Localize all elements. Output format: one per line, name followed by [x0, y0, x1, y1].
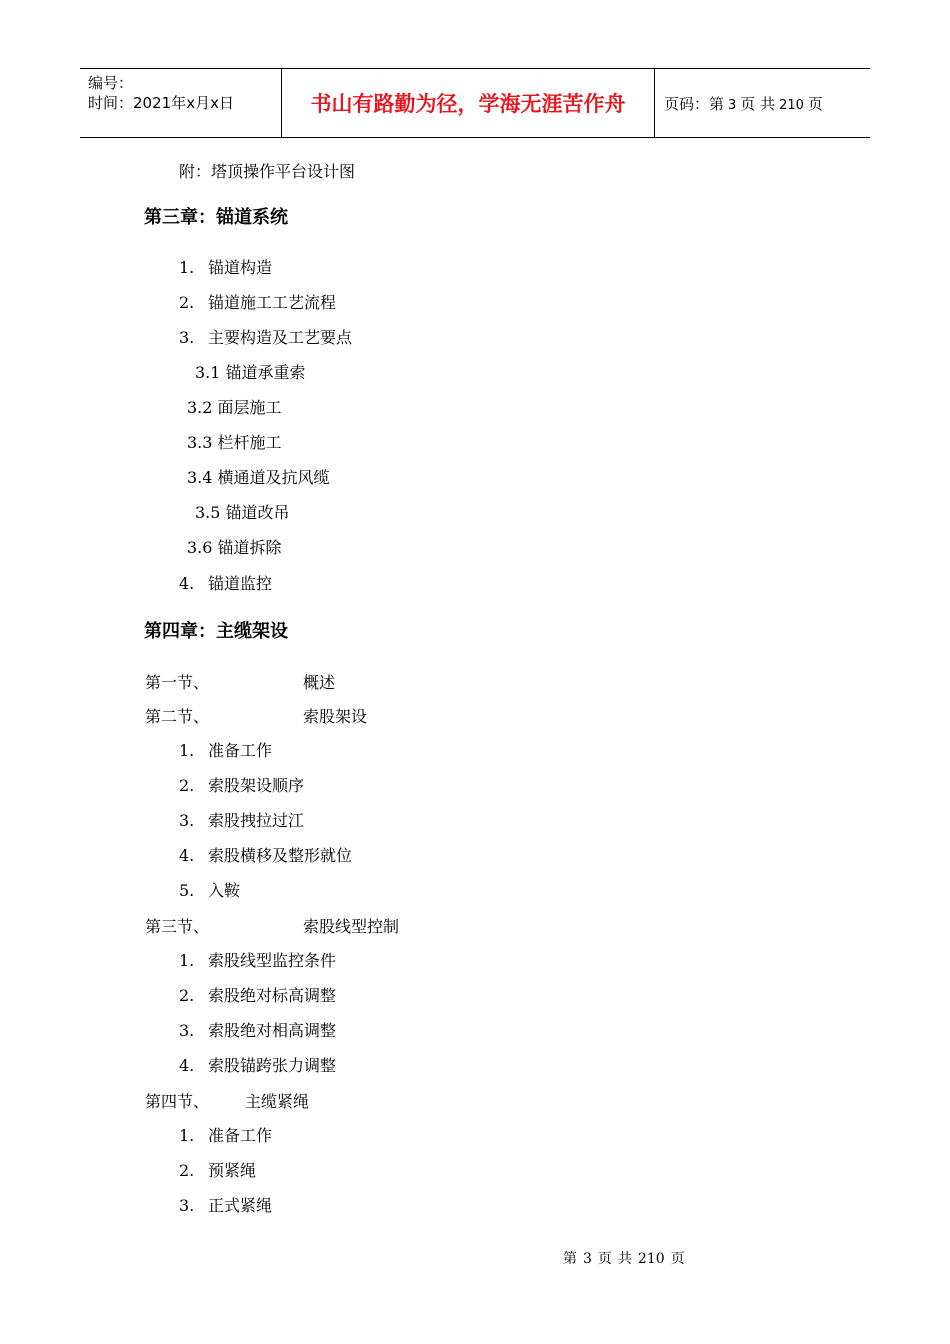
list-item: 2. 预紧绳: [179, 1161, 257, 1180]
chapter-4-title: 第四章：主缆架设: [144, 621, 288, 642]
time-value: 2021年x月x日: [133, 94, 234, 112]
section-title: 概述: [303, 673, 336, 692]
header-divider-2: [654, 69, 655, 137]
section-title: 索股架设: [303, 707, 368, 726]
page-total: 210: [779, 98, 804, 113]
list-item: 2. 索股架设顺序: [179, 776, 305, 795]
section-label: 第二节、: [145, 707, 210, 726]
time-line: [88, 93, 234, 113]
header-page-info: [664, 93, 823, 114]
time-label: 时间：: [88, 94, 134, 112]
list-item: 3. 正式紧绳: [179, 1196, 273, 1215]
list-item: 1. 锚道构造: [179, 258, 273, 277]
list-item: 1. 准备工作: [179, 741, 273, 760]
sub-item: 3.4 横通道及抗风缆: [187, 468, 330, 487]
list-item: 1. 准备工作: [179, 1126, 273, 1145]
list-item: 1. 索股线型监控条件: [179, 951, 337, 970]
list-item: 5. 入鞍: [179, 881, 241, 900]
section-label: 第四节、: [145, 1092, 210, 1111]
page-footer: 第 3 页 共 210 页: [563, 1251, 685, 1267]
header-motto: 书山有路勤为径，学海无涯苦作舟: [310, 92, 626, 116]
list-item: 2. 锚道施工工艺流程: [179, 293, 337, 312]
list-item: 4. 索股横移及整形就位: [179, 846, 353, 865]
list-item: 4. 索股锚跨张力调整: [179, 1056, 337, 1075]
sub-item: 3.6 锚道拆除: [187, 538, 282, 557]
section-label: 第三节、: [145, 917, 210, 936]
sub-item: 3.1 锚道承重索: [195, 363, 306, 382]
section-title: 索股线型控制: [303, 917, 400, 936]
sub-item: 3.2 面层施工: [187, 398, 282, 417]
list-item: 2. 索股绝对标高调整: [179, 986, 337, 1005]
page-prefix: 页码：第: [664, 95, 725, 113]
chapter-3-title: 第三章：锚道系统: [144, 207, 288, 228]
section-label: 第一节、: [145, 673, 210, 692]
appendix-line: 附：塔顶操作平台设计图: [179, 162, 356, 181]
page-suffix: 页: [807, 95, 823, 113]
page-current: 3: [728, 98, 737, 113]
list-item: 3. 索股绝对相高调整: [179, 1021, 337, 1040]
sub-item: 3.3 栏杆施工: [187, 433, 282, 452]
number-label: 编号：: [88, 74, 134, 92]
sub-item: 3.5 锚道改吊: [195, 503, 290, 522]
section-title: 主缆紧绳: [245, 1092, 310, 1111]
list-item: 4. 锚道监控: [179, 574, 273, 593]
page-header: [80, 68, 870, 138]
page-mid: 页 共: [740, 95, 776, 113]
list-item: 3. 主要构造及工艺要点: [179, 328, 353, 347]
list-item: 3. 索股拽拉过江: [179, 811, 305, 830]
header-meta: [88, 73, 234, 113]
